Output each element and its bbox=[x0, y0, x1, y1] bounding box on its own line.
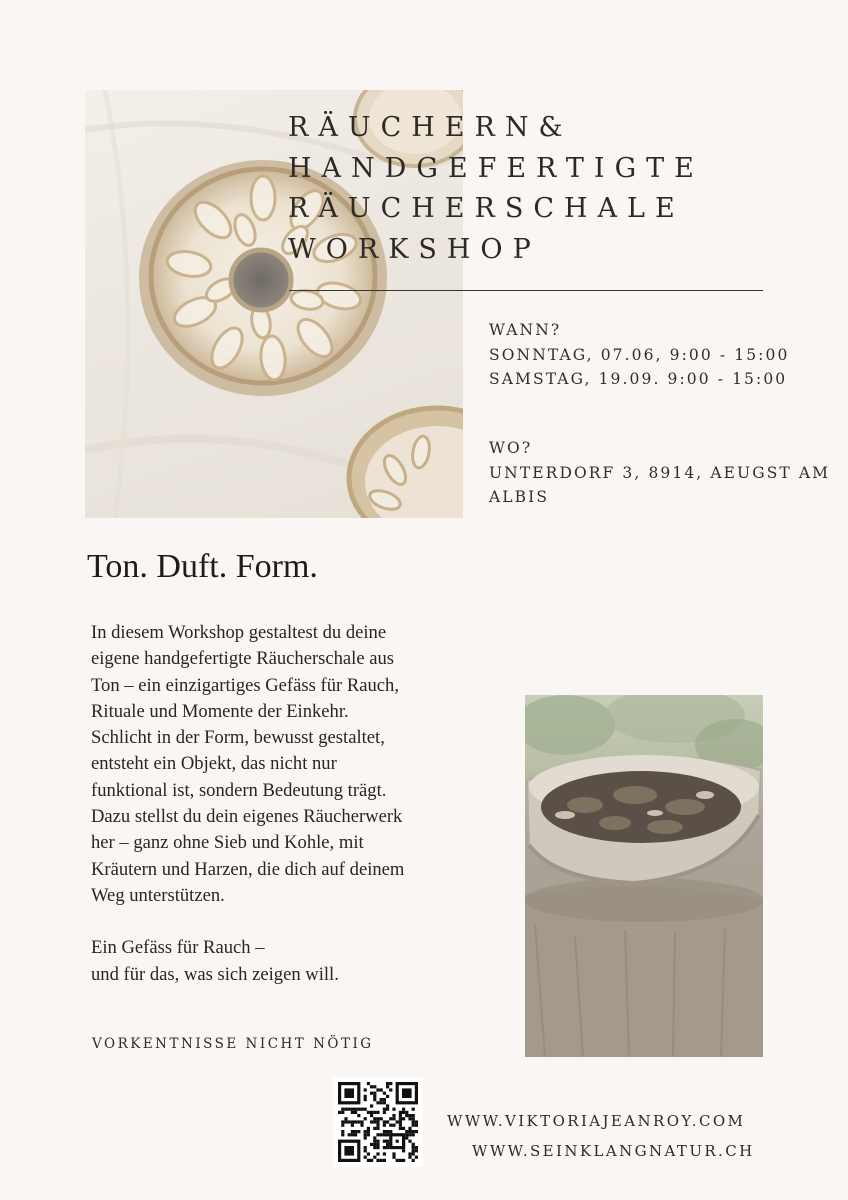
date-line: SONNTAG, 07.06, 9:00 - 15:00 bbox=[489, 345, 790, 364]
qr-code-pattern bbox=[338, 1082, 418, 1162]
description-line: Rituale und Momente der Einkehr. bbox=[91, 700, 349, 722]
title-line: RÄUCHERSCHALE bbox=[288, 193, 685, 224]
description-line: Kräutern und Harzen, die dich auf deinem bbox=[91, 858, 405, 880]
address-line: ALBIS bbox=[489, 488, 550, 506]
date-line: SAMSTAG, 19.09. 9:00 - 15:00 bbox=[489, 370, 788, 388]
title-line: WORKSHOP bbox=[288, 233, 541, 265]
description-line: Ton – ein einzigartiges Gefäss für Rauch, bbox=[91, 674, 399, 696]
title-divider bbox=[289, 290, 763, 291]
tagline: Ton. Duft. Form. bbox=[87, 548, 318, 585]
closing-line: und für das, was sich zeigen will. bbox=[91, 963, 339, 985]
description-line: Weg unterstützen. bbox=[91, 884, 225, 906]
when-label: WANN? bbox=[489, 321, 562, 339]
website-link[interactable]: WWW.VIKTORIAJEANROY.COM bbox=[447, 1112, 746, 1130]
website-link[interactable]: WWW.SEINKLANGNATUR.CH bbox=[472, 1142, 755, 1160]
description-line: her – ganz ohne Sieb und Kohle, mit bbox=[91, 832, 364, 854]
title-line: RÄUCHERN& bbox=[288, 112, 573, 143]
incense-bowl-photo bbox=[525, 695, 763, 1057]
description-line: funktional ist, sondern Bedeutung trägt. bbox=[91, 779, 387, 801]
title-line: HANDGEFERTIGTE bbox=[288, 152, 704, 184]
description-line: eigene handgefertigte Räucherschale aus bbox=[91, 648, 395, 670]
description-line: Dazu stellst du dein eigenes Räucherwerk bbox=[91, 806, 403, 828]
description bbox=[91, 620, 511, 988]
closing-line: Ein Gefäss für Rauch – bbox=[91, 937, 265, 959]
description-line: In diesem Workshop gestaltest du deine bbox=[91, 622, 387, 643]
qr-code-icon[interactable] bbox=[333, 1077, 423, 1167]
when-block bbox=[489, 318, 789, 392]
prerequisite-note: VORKENTNISSE NICHT NÖTIG bbox=[92, 1036, 374, 1052]
workshop-title bbox=[288, 108, 758, 270]
description-line: entsteht ein Objekt, das nicht nur bbox=[91, 753, 337, 775]
paragraph-gap bbox=[91, 909, 511, 935]
where-block bbox=[489, 436, 830, 510]
address-line: UNTERDORF 3, 8914, AEUGST AM bbox=[489, 463, 831, 482]
where-label: WO? bbox=[489, 439, 533, 457]
description-line: Schlicht in der Form, bewusst gestaltet, bbox=[91, 727, 385, 749]
